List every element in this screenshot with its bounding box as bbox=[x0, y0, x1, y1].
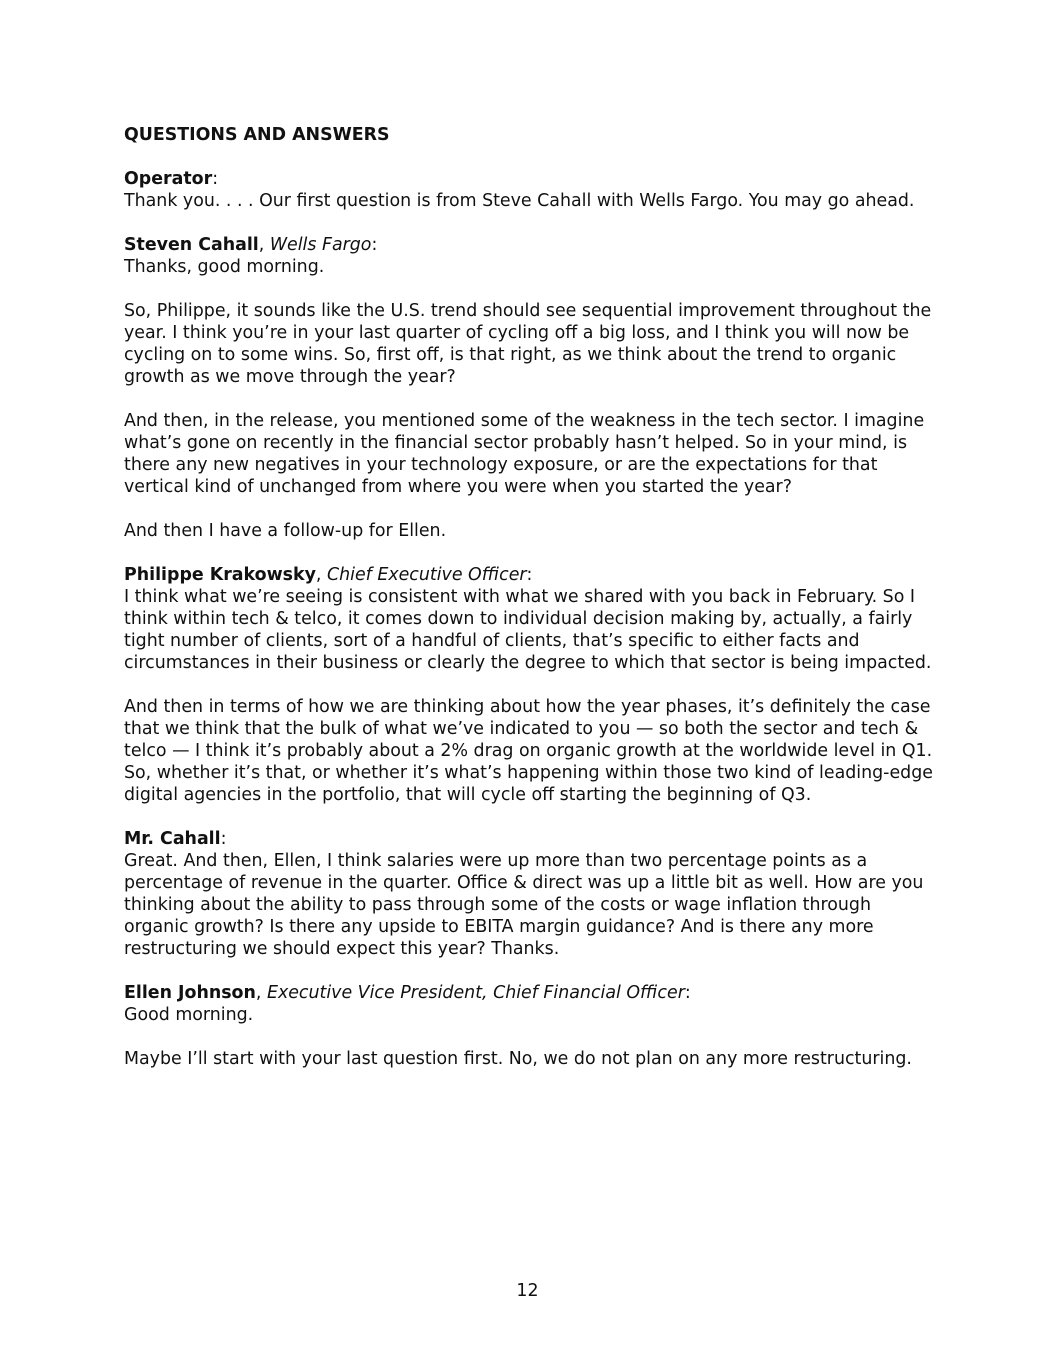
speaker-title: Executive Vice President, Chief Financial Officer bbox=[266, 983, 685, 1003]
speaker-block bbox=[124, 828, 934, 960]
section-heading: QUESTIONS AND ANSWERS bbox=[124, 125, 390, 145]
speaker-name: Steven Cahall bbox=[124, 235, 259, 255]
paragraph: Thank you. . . . Our first question is from Steve Cahall with Wells Fargo. You may go ahead. bbox=[124, 191, 915, 211]
paragraph: Maybe I’ll start with your last question first. No, we do not plan on any more restructuring. bbox=[124, 1049, 912, 1069]
speaker-title: Wells Fargo bbox=[269, 235, 372, 255]
speaker-block bbox=[124, 234, 934, 542]
speaker-title: Chief Executive Officer bbox=[326, 565, 527, 585]
page-number: 12 bbox=[516, 1281, 539, 1301]
paragraph: Good morning. bbox=[124, 1005, 254, 1025]
paragraph: Great. And then, Ellen, I think salaries were up more than two percentage points as a percentage of revenue in the quarter. Office & direct was up a little bit as well. How are you thinking about the ability to pass through some of the costs or wage inflation through organic growth? Is there any upside to EBITA margin guidance? And is there any more restructuring we should expect this year? Thanks. bbox=[124, 851, 924, 959]
speaker-line bbox=[124, 982, 934, 1004]
speaker-separator: , bbox=[258, 235, 270, 255]
speaker-colon: : bbox=[684, 983, 691, 1003]
paragraph: So, Philippe, it sounds like the U.S. trend should see sequential improvement throughout the year. I think you’re in your last quarter of cycling off a big loss, and I think you will now be cycling on to some wins. So, first off, is that right, as we think about the trend to organic growth as we move through the year? bbox=[124, 301, 932, 387]
speaker-name: Operator bbox=[124, 169, 213, 189]
speaker-name: Mr. Cahall bbox=[124, 829, 221, 849]
speaker-colon: : bbox=[220, 829, 227, 849]
paragraph: And then in terms of how we are thinking about how the year phases, it’s definitely the case that we think that the bulk of what we’ve indicated to you — so both the sector and tech & telco — I think it’s probably about a 2% drag on organic growth at the worldwide level in Q1. So, whether it’s that, or whether it’s what’s happening within those two kind of leading-edge digital agencies in the portfolio, that will cycle off starting the beginning of Q3. bbox=[124, 697, 933, 805]
speaker-block bbox=[124, 168, 934, 212]
speaker-colon: : bbox=[526, 565, 533, 585]
speaker-colon: : bbox=[371, 235, 378, 255]
speaker-block bbox=[124, 982, 934, 1070]
speaker-line bbox=[124, 564, 934, 586]
paragraph: And then I have a follow-up for Ellen. bbox=[124, 521, 447, 541]
speaker-separator: , bbox=[255, 983, 267, 1003]
speaker-name: Ellen Johnson bbox=[124, 983, 256, 1003]
speaker-separator: , bbox=[315, 565, 327, 585]
speaker-colon: : bbox=[212, 169, 219, 189]
speaker-line bbox=[124, 828, 934, 850]
speaker-line bbox=[124, 168, 934, 190]
paragraph: Thanks, good morning. bbox=[124, 257, 325, 277]
paragraph: I think what we’re seeing is consistent with what we shared with you back in February. So I think within tech & telco, it comes down to individual decision making by, actually, a fairly tight number of clients, sort of a handful of clients, that’s specific to either facts and circumstances in their business or clearly the degree to which that sector is being impacted. bbox=[124, 587, 932, 673]
speaker-line bbox=[124, 234, 934, 256]
speaker-name: Philippe Krakowsky bbox=[124, 565, 316, 585]
transcript-page bbox=[124, 124, 934, 1092]
speaker-block bbox=[124, 564, 934, 806]
paragraph: And then, in the release, you mentioned some of the weakness in the tech sector. I imagine what’s gone on recently in the financial sector probably hasn’t helped. So in your mind, is there any new negatives in your technology exposure, or are the expectations for that vertical kind of unchanged from where you were when you started the year? bbox=[124, 411, 925, 497]
qa-section bbox=[124, 168, 934, 1070]
